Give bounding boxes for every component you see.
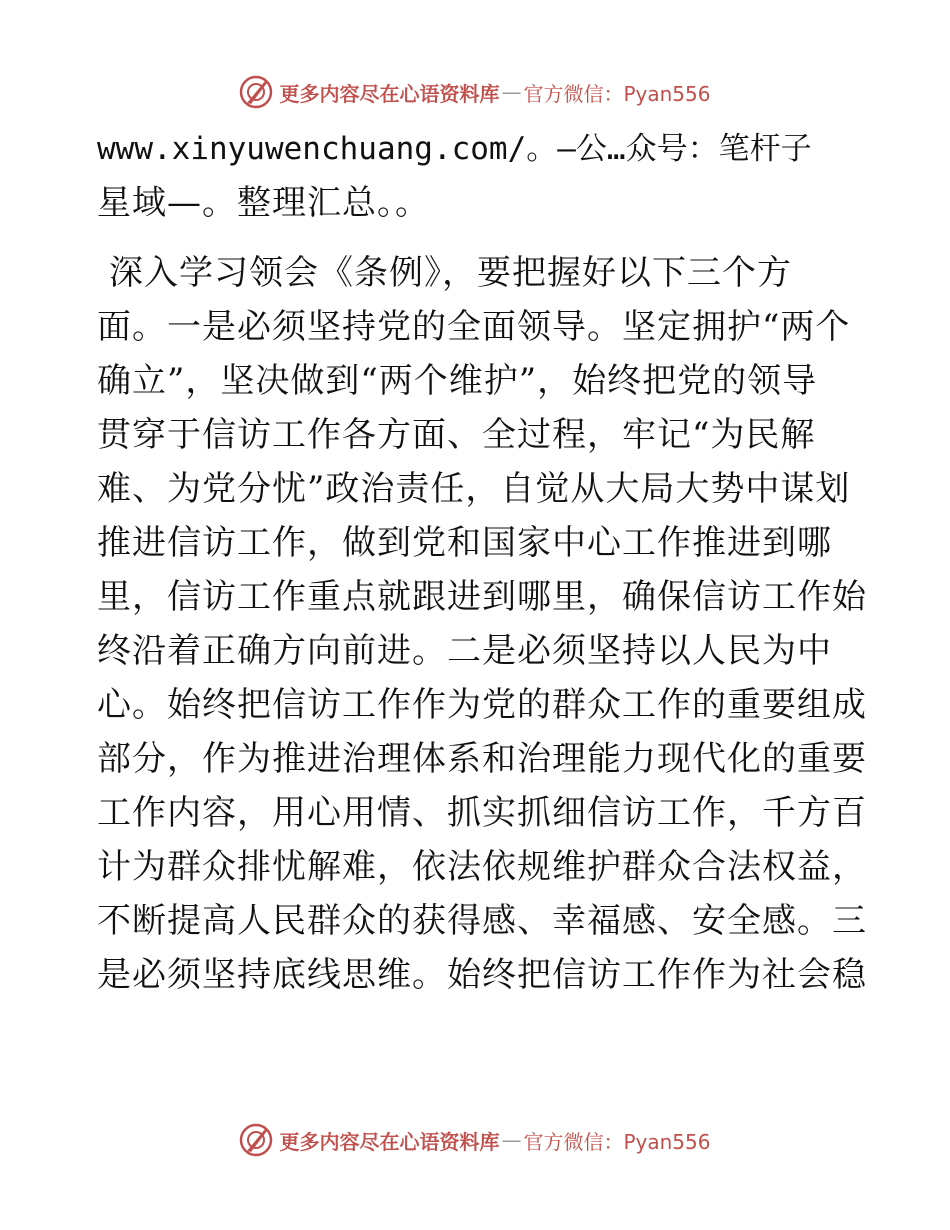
body-line: 确立”，坚决做到“两个维护”，始终把党的领导 bbox=[97, 361, 818, 401]
banner-wechat-text: 官方微信：Pyan556 bbox=[523, 1129, 711, 1154]
body-line: 计为群众排忧解难，依法依规维护群众合法权益， bbox=[97, 847, 867, 887]
body-line: 推进信访工作，做到党和国家中心工作推进到哪 bbox=[97, 523, 832, 563]
body-line: 工作内容，用心用情、抓实抓细信访工作，千方百 bbox=[97, 793, 867, 833]
body-line: 不断提高人民群众的获得感、幸福感、安全感。三 bbox=[97, 901, 867, 941]
banner-main-text: 更多内容尽在心语资料库 bbox=[279, 1129, 500, 1154]
header-watermark-banner bbox=[0, 72, 950, 112]
banner-wechat-text: 官方微信：Pyan556 bbox=[523, 81, 711, 106]
quill-logo-icon bbox=[239, 75, 273, 109]
intro-line-1: www.xinyuwenchuang.com/。—公…众号：笔杆子 bbox=[97, 131, 812, 167]
body-line: 贯穿于信访工作各方面、全过程，牢记“为民解 bbox=[97, 415, 816, 455]
body-line: 部分，作为推进治理体系和治理能力现代化的重要 bbox=[97, 739, 867, 779]
body-line: 是必须坚持底线思维。始终把信访工作作为社会稳 bbox=[97, 955, 867, 995]
body-line: 难、为党分忧”政治责任，自觉从大局大势中谋划 bbox=[97, 469, 851, 509]
banner-dash: — bbox=[501, 80, 522, 104]
body-line: 面。一是必须坚持党的全面领导。坚定拥护“两个 bbox=[97, 307, 851, 347]
body-line: 终沿着正确方向前进。二是必须坚持以人民为中 bbox=[97, 631, 832, 671]
banner-dash: — bbox=[501, 1128, 522, 1152]
body-line: 心。始终把信访工作作为党的群众工作的重要组成 bbox=[97, 685, 867, 725]
footer-watermark-banner bbox=[0, 1120, 950, 1160]
banner-main-text: 更多内容尽在心语资料库 bbox=[279, 81, 500, 106]
intro-line-2: 星域—。整理汇总。。 bbox=[97, 183, 430, 223]
document-body bbox=[97, 122, 867, 1002]
quill-logo-icon bbox=[239, 1123, 273, 1157]
body-line: 深入学习领会《条例》，要把握好以下三个方 bbox=[109, 253, 792, 293]
body-line: 里，信访工作重点就跟进到哪里，确保信访工作始 bbox=[97, 577, 867, 617]
